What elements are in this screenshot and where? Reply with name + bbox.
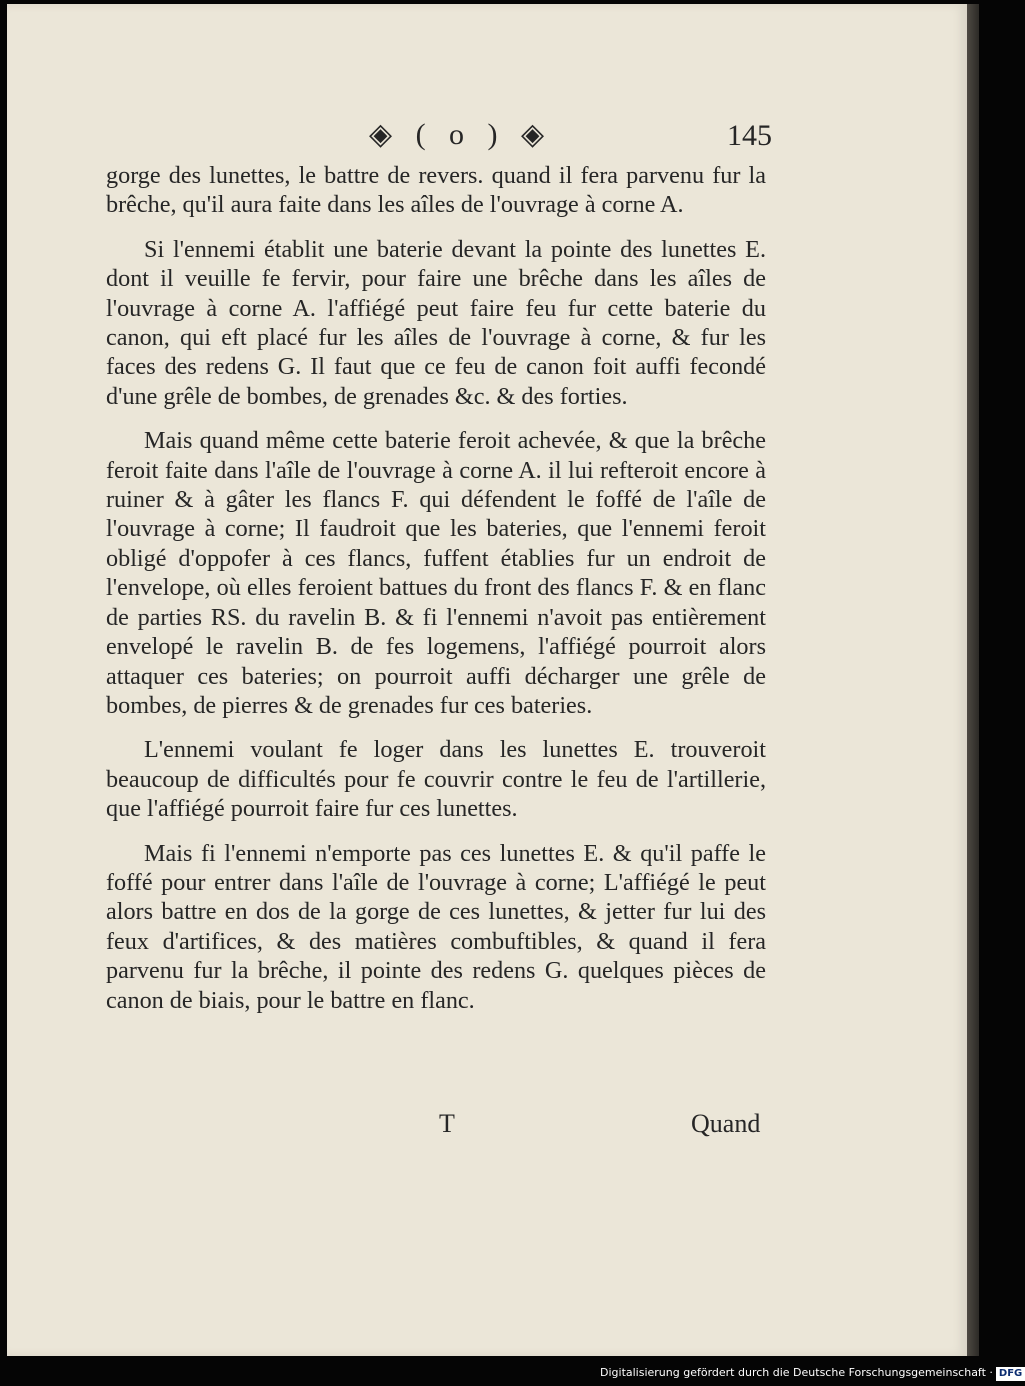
signature-mark: T [439,1109,455,1138]
page-footer [7,1106,967,1146]
body-text [106,161,766,1030]
paragraph-1: gorge des lunettes, le battre de revers. quand il fera parvenu fur la brêche, qu'il aura faite dans les aîles de l'ouvrage à corne A. [106,162,766,219]
paragraph-2: Si l'ennemi établit une baterie devant la pointe des lunettes E. dont il veuille fe fervir, pour faire une brêche dans les aîles de l'ouvrage à corne A. l'affiégé peut faire feu fur cette baterie du canon, qui eft placé fur les aîles de l'ouvrage à corne, & fur les faces des redens G. Il faut que ce feu de canon foit auffi fecondé d'une grêle de bombes, de grenades &c. & des forties. [106,235,766,410]
digitization-credit [600,1363,1023,1383]
paragraph-4: L'ennemi voulant fe loger dans les lunettes E. trouveroit beaucoup de difficultés pour fe couvrir contre le feu de l'artillerie, que l'affiégé pourroit faire fur ces lunettes. [106,736,766,823]
paragraph-5: Mais fi l'ennemi n'emporte pas ces lunettes E. & qu'il paffe le foffé pour entrer dans l'aîle de l'ouvrage à corne; L'affiégé le peut alors battre en dos de la gorge de ces lunettes, & jetter fur lui des feux d'artifices, & des matières combuftibles, & quand il fera parvenu fur la brêche, il pointe des redens G. quelques pièces de canon de biais, pour le battre en flanc. [106,839,766,1014]
book-page [7,4,967,1356]
page-header [7,117,967,157]
dfg-logo: DFG [996,1367,1025,1381]
credit-text: Digitalisierung gefördert durch die Deutsche Forschungsgemeinschaft · [600,1366,993,1379]
header-ornament: ◈ ( o ) ◈ [369,118,553,151]
catchword: Quand [691,1109,761,1138]
paragraph-3: Mais quand même cette baterie feroit achevée, & que la brêche feroit faite dans l'aîle de l'ouvrage à corne A. il lui refteroit encore à ruiner & à gâter les flancs F. qui défendent le foffé de l'aîle de l'ouvrage à corne; Il faudroit que les bateries, que l'ennemi feroit obligé d'oppofer à ces flancs, fuffent établies fur un endroit de l'envelope, où elles feroient battues du front des flancs F. & en flanc de parties RS. du ravelin B. & fi l'ennemi n'avoit pas entièrement envelopé le ravelin B. de fes logemens, l'affiégé pourroit alors attaquer ces bateries; on pourroit auffi décharger une grêle de bombes, de pierres & de grenades fur ces bateries. [106,427,766,719]
page-number: 145 [727,119,772,152]
page-edge [967,4,979,1356]
